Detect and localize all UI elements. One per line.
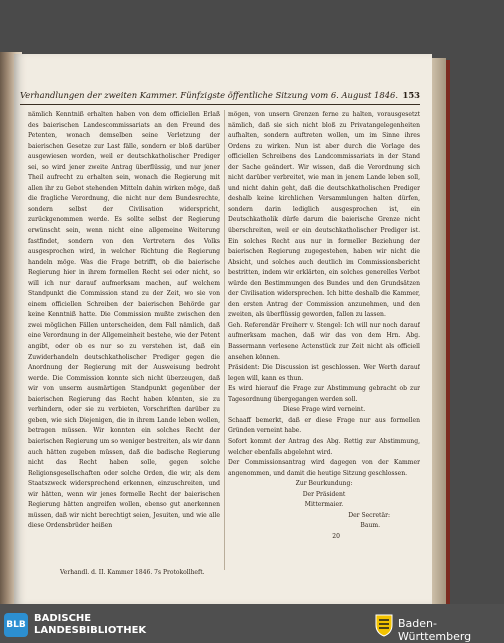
blb-name-line1: BADISCHE [34, 613, 92, 624]
book-cover-edge [446, 60, 450, 604]
paragraph: Geh. Referendär Freiherr v. Stengel: Ich will nur noch darauf aufmerksam machen, daß wir das von dem Hrn. Abg. Bassermann verlesene Actenstück zur Zeit nicht als officiell ansehen können. [228, 321, 420, 361]
page-number: 153 [402, 90, 420, 100]
signature-mark: 20 [332, 532, 340, 540]
right-text-column [228, 110, 420, 580]
paragraph: mögen, von unsern Grenzen ferne zu halten, vorausgesetzt nämlich, daß sie sich nicht bloß zu Privatangelegenheiten aufhalten, sondern auftreten wollen, um im Sinne ihres Ordens zu wirken. Nun ist aber durch die Vorlage des officiellen Schreibens des Landcommissariats in der Stand der Sache geändert. Wir wissen, daß die Verordnung sich nicht darüber verbreitet, wie man in jenem Lande leben soll, und nicht dahin geht, daß die deutschkatholischen Prediger deshalb keine kirchlichen Versammlungen halten dürfen, sondern darin lediglich ausgesprochen ist, ein Deutschkatholik dürfe darum die baierische Grenze nicht überschreiten, weil er ein deutschkatholischer Prediger ist. Ein solches Recht aus nur in formeller Beziehung der baierischen Regierung zugegestehen, haben wir nicht die Absicht, und solches auch deutlich im Commissionsbericht bestritten, indem wir erklärten, ein solches generelles Verbot würde den Bestimmungen des Bundes und den Grundsätzen der Civilisation widersprechen. Ich bitte deshalb die Kammer, den ersten Antrag der Commission anzunehmen, und den zweiten, als überflüssig geworden, fallen zu lassen. [228, 111, 420, 319]
blb-logo[interactable]: BLB [4, 613, 28, 637]
column-divider [224, 110, 225, 570]
president-name: Mittermaier. [304, 501, 344, 509]
paragraph: Schaaff bemerkt, daß er diese Frage nur aus formellen Gründen verneint habe. [228, 416, 420, 435]
baden-wuerttemberg-wordmark[interactable]: Baden-Württemberg [398, 617, 472, 643]
paragraph: Sofort kommt der Antrag des Abg. Rettig zur Abstimmung, welcher ebenfalls abgelehnt wird. [228, 437, 420, 456]
paragraph: Präsident: Die Discussion ist geschlossen. Wer Werth darauf legen will, kann es thun. [228, 364, 420, 382]
certification-line: Zur Beurkundung: [295, 480, 353, 488]
blb-wordmark[interactable] [34, 613, 146, 637]
secretary-name: Baum. [360, 522, 380, 530]
footnote: Verhandl. d. II. Kammer 1846. 7s Protokollheft. [60, 569, 205, 576]
paragraph: Es wird hierauf die Frage zur Abstimmung gebracht ob zur Tagesordnung übergegangen werden soll. [228, 385, 420, 403]
secretary-title: Der Secretär: [348, 511, 390, 519]
paragraph: Diese Frage wird verneint. [282, 406, 366, 414]
header-title: Verhandlungen der zweiten Kammer. Fünfzigste öffentliche Sitzung vom 6. August 1846. [20, 90, 399, 100]
left-text-column [28, 110, 220, 580]
baden-wuerttemberg-crest-icon [374, 613, 394, 637]
paragraph: nämlich Kenntniß erhalten haben von dem officiellen Erlaß des baierischen Landescommissariats an den Freund des Petenten, wonach demselben seine Verletzung der baierischen Gesetze zur Last fälle, sondern er bloß darüber ausgewiesen worden, weil er deutschkatholischer Prediger sei, so wird jener zweite Antrag überflüssig, und nur jener Theil aufrecht zu erhalten sein, wonach die Regierung mit allen ihr zu Gebot stehenden Mitteln dahin wirken möge, daß die fragliche Verordnung, die nicht nur dem Bundesrechte, sondern selbst der Civilisation widerspricht, zurückgenommen werde. Es sollte selbst der Regierung erwünscht sein, wenn nicht eine allgemeine Weiterung fastfindet, sondern von den Vertretern des Volks ausgesprochen wird, in welcher Richtung die Regierung handeln möge. Was die Frage betrifft, ob die baierische Regierung hier in ihrem formellen Recht sei oder nicht, so will ich nur darauf aufmerksam machen, auf welchem Standpunkt die Commission stand zu der Zeit, wo sie von einem officiellen Schreiben der baierischen Behörde gar keine Kenntniß hatte. Die Commission mußte zwischen den zwei möglichen Fällen unterscheiden, dem Fall nämlich, daß eine Verordnung in der Allgemeinheit bestehe, wie der Petent angibt, oder ob es nur so zu verstehen ist, daß ein Zuwiderhandeln deutschkatholischer Prediger gegen die Anordnung der Regierung mit der Ausweisung bedroht werde. Die Commission konnte sich nicht überzeugen, daß wir von unserm ausmärtigen Standpunkt gegenüber der baierischen Regierung das Recht haben könnten, sie zu verhindern, oder sie zu verbieten, Vorschriften darüber zu geben, wie sich Diejenigen, die in ihrem Lande leben wollen, betragen müssen. Wir konnten ein solches Recht der baierischen Regierung um so weniger bestreiten, als wir dann auch hätten zugeben müssen, daß die badische Regierung nicht das Recht haben solle, gegen solche Religionsgesellschaften oder solche Orden, die wir, als dem Staatszweck widersprechend erkennen, einzuschreiten, und wir hätten, wenn wir jenes formelle Recht der baierischen Regierung hätten angreifen wollen, ebenso gut anerkennen müssen, daß wir nicht berechtigt seien, Jesuiten, und wie alle diese Ordensbrüder heißen [28, 111, 220, 530]
page-stack-edge [432, 58, 446, 604]
paragraph: Der Commissionsantrag wird dagegen von der Kammer angenommen, und damit die heutige Sitzung geschlossen. [228, 459, 420, 477]
running-header [20, 90, 420, 104]
blb-name-line2: LANDESBIBLIOTHEK [34, 625, 147, 636]
president-title: Der Präsident [302, 490, 346, 498]
header-rule [20, 104, 420, 105]
